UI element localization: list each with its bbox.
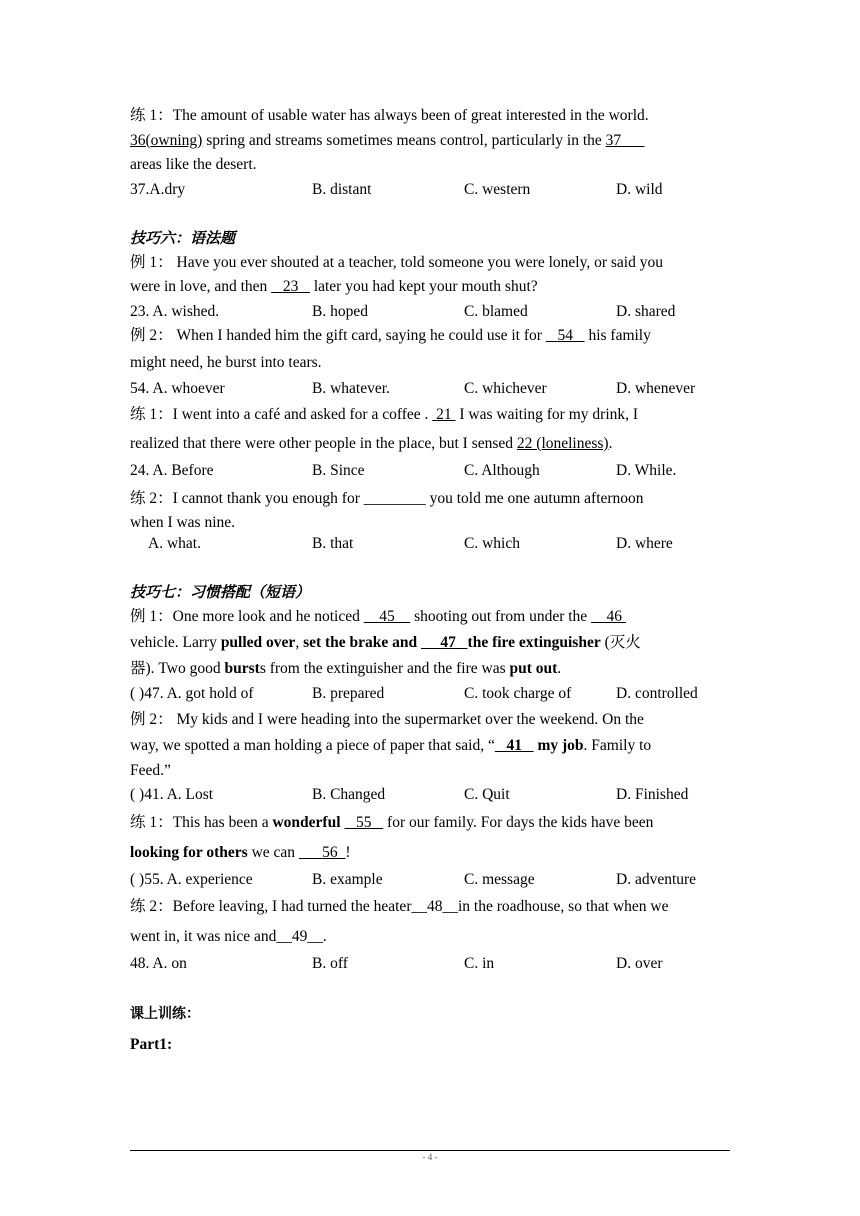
- blank-21: 21: [436, 406, 452, 423]
- option-a: 37.A.dry: [130, 180, 186, 198]
- options-47: [130, 682, 730, 707]
- option-b: B. whatever.: [312, 379, 390, 397]
- practice-2-line-1: 练 2：I cannot thank you enough for ________ you told me one autumn afternoon: [130, 489, 644, 507]
- options-24: [130, 459, 730, 484]
- option-d: D. controlled: [616, 685, 698, 702]
- blank-46: 46: [606, 608, 623, 625]
- example-7-2-line-2: way, we spotted a man holding a piece of paper that said, “ 41 my job. Family to: [130, 736, 652, 754]
- option-b: B. off: [312, 955, 348, 972]
- option-a: A. what.: [148, 534, 201, 552]
- section-heading-skill-6: 技巧六：语法题: [130, 229, 236, 247]
- practice-1-line-3: areas like the desert.: [130, 156, 257, 173]
- option-b: B. Changed: [312, 786, 386, 803]
- option-d: D. While.: [616, 462, 677, 479]
- options-23: [130, 300, 730, 325]
- options-55: [130, 868, 730, 893]
- options-pr2: [130, 532, 730, 556]
- example-2-line-1: 例 2： When I handed him the gift card, saying he could use it for 54 his family: [130, 327, 651, 344]
- option-d: D. where: [616, 534, 673, 552]
- option-c: C. whichever: [464, 379, 547, 397]
- class-training-heading: 课上训练：: [130, 1005, 200, 1022]
- option-b: B. hoped: [312, 302, 368, 320]
- option-b: B. prepared: [312, 685, 385, 702]
- option-c: C. took charge of: [464, 685, 572, 702]
- option-a: ( )41. A. Lost: [130, 786, 214, 803]
- option-d: D. adventure: [616, 870, 697, 888]
- option-a: 24. A. Before: [130, 462, 214, 479]
- practice-1-line-2: 36(owning) spring and streams sometimes means control, particularly in the 37: [130, 129, 730, 154]
- option-d: D. over: [616, 955, 663, 972]
- option-b: B. Since: [312, 462, 365, 479]
- option-c: C. message: [464, 870, 535, 888]
- practice-1-line-1: 练 1：The amount of usable water has always been of great interested in the world.: [130, 107, 649, 124]
- option-c: C. Quit: [464, 786, 510, 803]
- option-b: B. that: [312, 534, 354, 552]
- practice-1b-line-1: 练 1：I went into a café and asked for a coffee . 21 I was waiting for my drink, I: [130, 406, 639, 423]
- option-b: B. distant: [312, 180, 372, 198]
- option-c: C. Although: [464, 462, 540, 479]
- blank-47: 47: [440, 634, 456, 651]
- option-a: ( )47. A. got hold of: [130, 685, 254, 702]
- option-a: 48. A. on: [130, 955, 187, 972]
- example-7-1-line-2: vehicle. Larry pulled over, set the brake and 47 the fire extinguisher (灭火: [130, 634, 641, 651]
- part-heading: Part1:: [130, 1035, 173, 1053]
- option-a: 23. A. wished.: [130, 302, 220, 320]
- example-1-line-1: 例 1： Have you ever shouted at a teacher, told someone you were lonely, or said you: [130, 253, 663, 271]
- option-c: C. in: [464, 955, 495, 972]
- option-c: C. blamed: [464, 302, 528, 320]
- blank-36: 36(owning): [130, 131, 203, 149]
- option-d: D. shared: [616, 302, 676, 320]
- practice-2-line-2: when I was nine.: [130, 513, 236, 531]
- page-number: - 4 -: [422, 1152, 438, 1162]
- example-7-1-line-1: 例 1：One more look and he noticed 45 shooting out from under the 46: [130, 604, 730, 630]
- blank-22: 22 (loneliness): [516, 435, 609, 452]
- example-1-line-2: were in love, and then 23 later you had kept your mouth shut?: [130, 278, 538, 295]
- example-7-2-line-3: Feed.”: [130, 761, 171, 779]
- document-page: [130, 104, 730, 1057]
- blank-45: 45: [379, 608, 395, 625]
- section-heading-skill-7: 技巧七：习惯搭配（短语）: [130, 582, 311, 601]
- blank-41: 41: [506, 736, 522, 754]
- options-37: [130, 178, 730, 203]
- blank-54: 54: [557, 327, 573, 344]
- practice-1b-line-2: realized that there were other people in the place, but I sensed 22 (loneliness).: [130, 435, 613, 452]
- option-c: C. western: [464, 180, 531, 198]
- option-b: B. example: [312, 870, 383, 888]
- footer-divider: [130, 1150, 730, 1151]
- example-2-line-2: might need, he burst into tears.: [130, 353, 322, 371]
- practice-7-1-line-1: 练 1：This has been a wonderful 55 for our family. For days the kids have been: [130, 813, 654, 831]
- blank-56: 56: [322, 843, 338, 861]
- practice-7-2-line-1: 练 2：Before leaving, I had turned the heater__48__in the roadhouse, so that when we: [130, 898, 669, 915]
- practice-7-2-line-2: went in, it was nice and__49__.: [130, 928, 327, 945]
- option-d: D. wild: [616, 180, 663, 198]
- options-48: [130, 952, 730, 977]
- practice-7-1-line-2: looking for others we can 56 !: [130, 843, 351, 861]
- options-41: [130, 783, 730, 808]
- options-54: [130, 377, 730, 402]
- blank-23: 23: [282, 278, 299, 295]
- option-a: ( )55. A. experience: [130, 870, 253, 888]
- blank-55: 55: [356, 813, 372, 831]
- blank-37: 37: [605, 131, 622, 149]
- option-c: C. which: [464, 534, 520, 552]
- option-a: 54. A. whoever: [130, 379, 225, 397]
- example-7-2-line-1: 例 2： My kids and I were heading into the supermarket over the weekend. On the: [130, 710, 644, 728]
- example-7-1-line-3: 器). Two good bursts from the extinguisher and the fire was put out.: [130, 660, 562, 677]
- option-d: D. whenever: [616, 379, 696, 397]
- option-d: D. Finished: [616, 786, 689, 803]
